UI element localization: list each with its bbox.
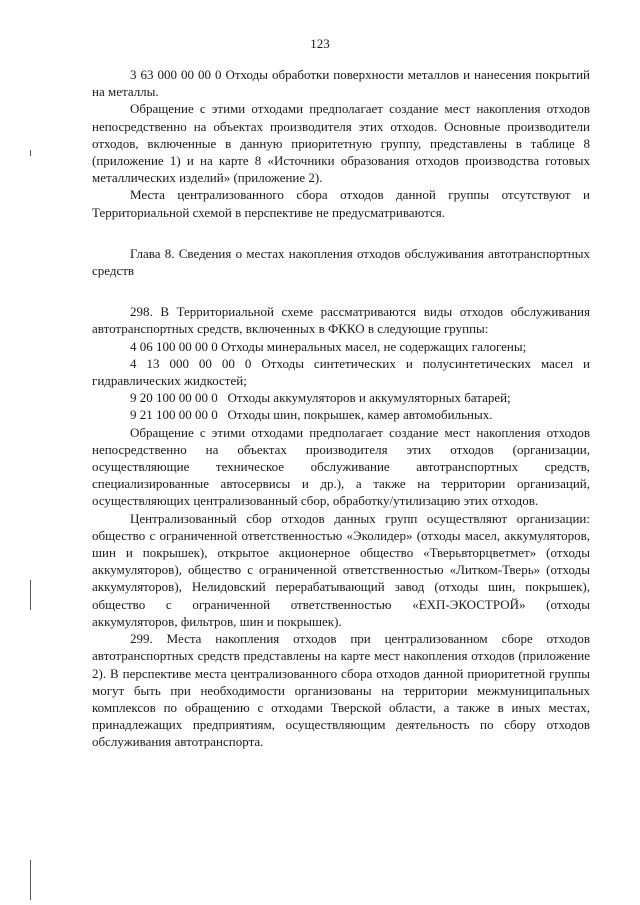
waste-group-text: Отходы шин, покрышек, камер автомобильных. — [227, 407, 493, 423]
margin-mark — [30, 150, 31, 156]
waste-group-item — [92, 389, 590, 406]
waste-group-item — [92, 406, 590, 423]
waste-group-text: Отходы аккумуляторов и аккумуляторных батарей; — [227, 390, 511, 406]
chapter-8-heading: Глава 8. Сведения о местах накопления отходов обслуживания автотранспортных средств — [92, 245, 590, 279]
waste-group-code: 4 06 100 00 00 0 — [130, 338, 218, 354]
waste-group-item — [92, 355, 590, 389]
paragraph-298-lead: 298. В Территориальной схеме рассматриваются виды отходов обслуживания автотранспортных средств, включенных в ФККО в следующие группы: — [92, 304, 590, 337]
waste-group-text: Отходы минеральных масел, не содержащих галогены; — [221, 338, 527, 354]
paragraph-298-collectors: Централизованный сбор отходов данных групп осуществляют организации: общество с ограниченной ответственностью «Эколидер» (отходы масел, аккумуляторов, шин и покрышек), открытое акционерное общество «Тверьвторцветмет» (отходы аккумуляторов), общество с ограниченной ответственностью «Литком-Тверь» (отходы аккумуляторов), Нелидовский перерабатывающий завод (отходы шин, покрышек), общество с ограниченной ответственностью «ЕХП-ЭКОСТРОЙ» (отходы аккумуляторов, фильтров, шин и покрышек). — [92, 510, 590, 629]
document-body — [92, 66, 590, 751]
waste-group-code: 9 20 100 00 00 0 — [130, 390, 218, 406]
waste-group-item — [92, 338, 590, 355]
margin-mark — [30, 860, 31, 900]
spacer — [92, 279, 590, 303]
paragraph-handling-metal-waste: Обращение с этими отходами предполагает создание мест накопления отходов непосредственно на объектах производителя этих отходов. Основные производители отходов, включенные в данную приоритетную группу, представлены в таблице 8 (приложение 1) и на карте 8 «Источники образования отходов производства готовых металлических изделий» (приложение 2). — [92, 101, 590, 186]
paragraph-waste-code-363: 3 63 000 00 00 0 Отходы обработки поверхности металлов и нанесения покрытий на металлы. — [92, 67, 590, 100]
page-number: 123 — [310, 36, 330, 51]
waste-group-code: 4 13 000 00 00 0 — [130, 355, 252, 371]
waste-group-text: Отходы синтетических и полусинтетических масел и гидравлических жидкостей; — [92, 355, 591, 389]
paragraph-298-handling: Обращение с этими отходами предполагает создание мест накопления отходов непосредственно на объектах производителя этих отходов (организации, осуществляющие техническое обслуживание автотранспортных средств, специализированные автосервисы и др.), а также на территории организаций, осуществляющих централизованный сбор, обработку/утилизацию этих отходов. — [92, 424, 590, 509]
paragraph-no-central-collection: Места централизованного сбора отходов данной группы отсутствуют и Территориальной схемой в перспективе не предусматриваются. — [92, 187, 590, 220]
paragraph-299: 299. Места накопления отходов при централизованном сборе отходов автотранспортных средств представлены на карте мест накопления отходов (приложение 2). В перспективе места централизованного сбора отходов данной приоритетной группы могут быть при необходимости организованы на территории межмуниципальных комплексов по обращению с отходами Тверской области, а также в иных местах, принадлежащих предприятиям, осуществляющим деятельность по сбору отходов обслуживания автотранспорта. — [92, 631, 590, 750]
margin-mark — [30, 580, 31, 610]
waste-group-code: 9 21 100 00 00 0 — [130, 407, 218, 423]
spacer — [92, 221, 590, 245]
